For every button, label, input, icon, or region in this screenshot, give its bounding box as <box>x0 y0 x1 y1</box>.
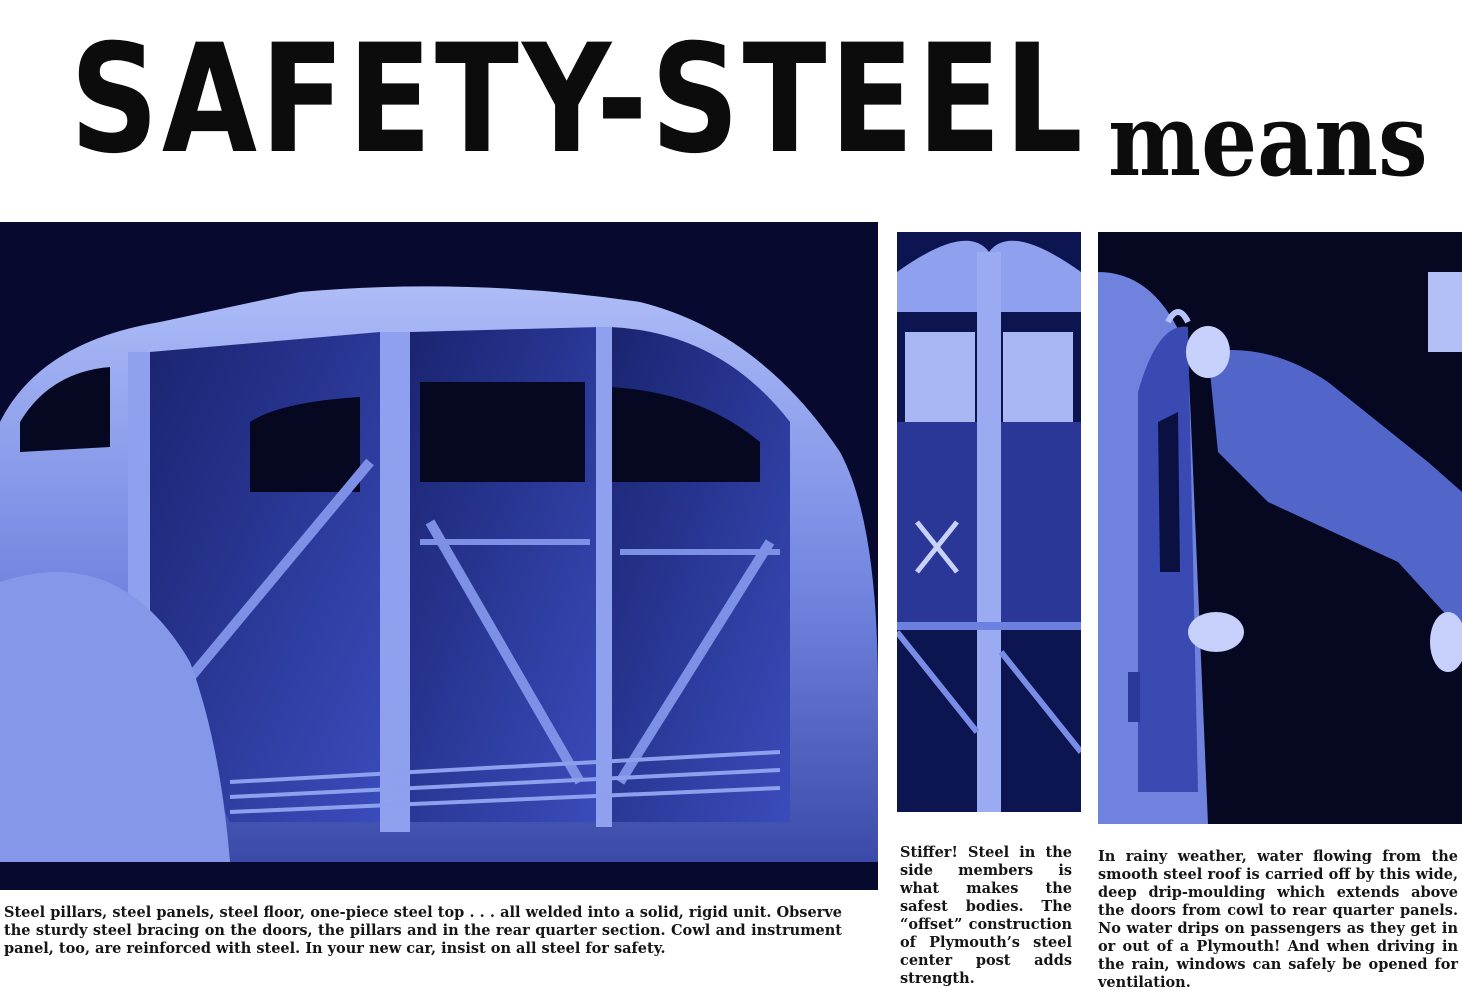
caption-center-post: Stiffer! Steel in the side members is what makes the safest bodies. The “offset” construction of Plymouth’s steel center post adds strength. <box>900 844 1072 987</box>
center-post-photo <box>897 232 1081 812</box>
car-body-illustration <box>0 222 878 890</box>
headline-safety-steel: SAFETY-STEEL <box>70 13 1087 187</box>
headline-means: means <box>1108 81 1428 199</box>
drip-moulding-illustration <box>1098 232 1462 824</box>
center-post-illustration <box>897 232 1081 812</box>
caption-drip-moulding: In rainy weather, water flowing from the smooth steel roof is carried off by this wide, deep drip-moulding which extends above the doors from cowl to rear quarter panels. No water drips on passengers as they get in or out of a Plymouth! And when driving in the rain, windows can safely be opened for ventilation. <box>1098 848 1458 991</box>
caption-car-body: Steel pillars, steel panels, steel floor, one-piece steel top . . . all welded into a solid, rigid unit. Observe the sturdy steel bracing on the doors, the pillars and in the rear quarter section. Cowl and instrument panel, too, are reinforced with steel. In your new car, insist on all steel for safety. <box>4 904 842 957</box>
car-body-photo <box>0 222 878 890</box>
drip-moulding-photo <box>1098 232 1462 824</box>
